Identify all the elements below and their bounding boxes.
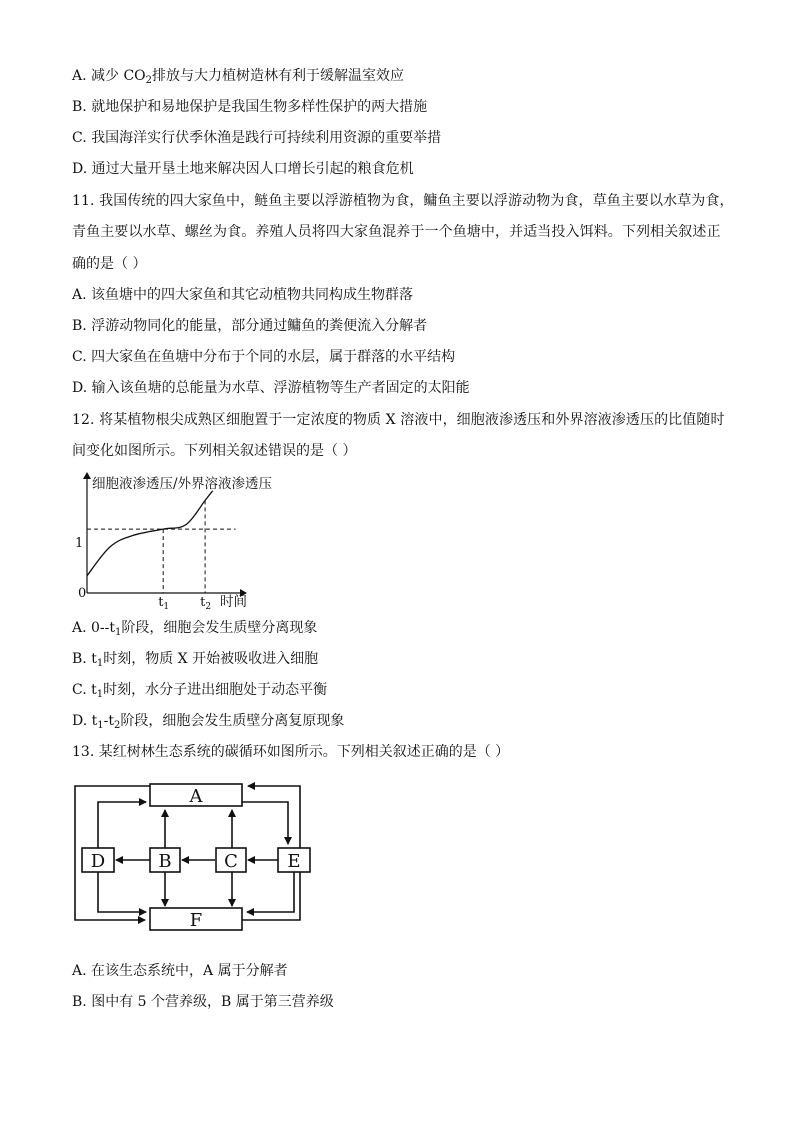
osmotic-ratio-chart	[60, 465, 273, 615]
node-A-label: A	[189, 786, 203, 807]
q10-option-c: C. 我国海洋实行伏季休渔是践行可持续利用资源的重要举措	[72, 130, 442, 146]
ratio-curve	[87, 491, 213, 576]
q11-stem-line-1: 11. 我国传统的四大家鱼中，鲢鱼主要以浮游植物为食，鳙鱼主要以浮游动物为食，草鱼主要以水草为食，	[72, 193, 734, 209]
arrow-A-to-E	[242, 802, 288, 844]
q10-option-b: B. 就地保护和易地保护是我国生物多样性保护的两大措施	[72, 99, 428, 115]
q11-stem-line-2: 青鱼主要以水草、螺丝为食。养殖人员将四大家鱼混养于一个鱼塘中，并适当投入饵料。下列相关叙述正	[72, 224, 721, 240]
q12-stem-line-1: 12. 将某植物根尖成熟区细胞置于一定浓度的物质 X 溶液中，细胞液渗透压和外界溶液渗透压的比值随时	[72, 412, 725, 428]
q12-option-c: C. $t_1$时刻，水分子进出细胞处于动态平衡	[72, 682, 328, 700]
node-D-label: D	[90, 851, 106, 872]
q11-stem-line-3: 确的是（ ）	[72, 256, 147, 272]
q11-option-a: A. 该鱼塘中的四大家鱼和其它动植物共同构成生物群落	[72, 287, 414, 303]
y-axis-label: 细胞液渗透压/外界溶液渗透压	[92, 476, 273, 492]
y-tick-label: 1	[75, 536, 84, 551]
q13-option-a: A. 在该生态系统中，A 属于分解者	[72, 963, 288, 979]
q11-option-d: D. 输入该鱼塘的总能量为水草、浮游植物等生产者固定的太阳能	[72, 380, 470, 396]
q10-option-a: A. 减少 $CO_2$排放与大力植树造林有利于缓解温室效应	[72, 68, 405, 86]
q10-option-d: D. 通过大量开垦土地来解决因人口增长引起的粮食危机	[72, 161, 414, 177]
t1-tick-label: $t_1$	[158, 595, 170, 612]
q12-option-a: A. $0--t_1$阶段，细胞会发生质壁分离现象	[72, 620, 318, 638]
x-axis-label: 时间	[220, 594, 247, 610]
q11-option-b: B. 浮游动物同化的能量，部分通过鳙鱼的粪便流入分解者	[72, 318, 428, 334]
arrow-E-to-F	[247, 872, 294, 912]
q12-stem-line-2: 间变化如图所示。下列相关叙述错误的是（ ）	[72, 443, 357, 459]
q12-option-d: D. $t_1-t_2$阶段，细胞会发生质壁分离复原现象	[72, 713, 345, 731]
node-E-label: E	[287, 851, 301, 872]
node-F-label: F	[189, 910, 203, 931]
t2-tick-label: $t_2$	[200, 595, 212, 612]
node-C-label: C	[224, 851, 238, 872]
origin-label: 0	[78, 586, 87, 601]
carbon-cycle-diagram	[70, 780, 320, 940]
arrow-D-to-F	[98, 872, 146, 912]
q13-stem: 13. 某红树林生态系统的碳循环如图所示。下列相关叙述正确的是（ ）	[72, 744, 510, 760]
arrow-D-to-A	[98, 802, 146, 848]
q11-option-c: C. 四大家鱼在鱼塘中分布于个同的水层，属于群落的水平结构	[72, 349, 456, 365]
q12-option-b: B. $t_1$时刻，物质 X 开始被吸收进入细胞	[72, 651, 319, 669]
node-B-label: B	[158, 851, 172, 872]
q13-option-b: B. 图中有 5 个营养级，B 属于第三营养级	[72, 994, 334, 1010]
